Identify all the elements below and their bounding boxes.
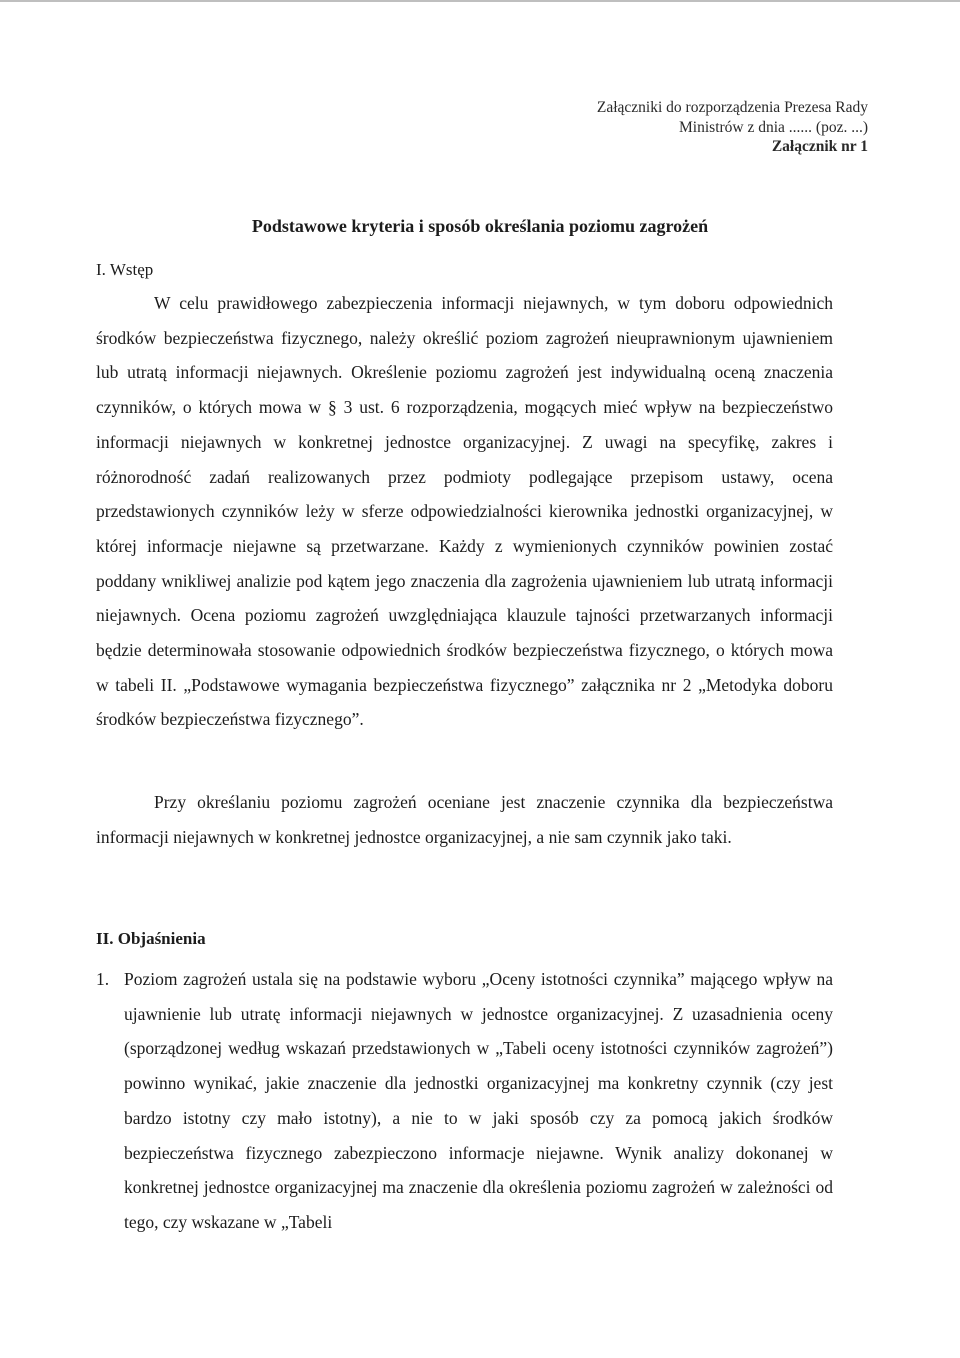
header-line-regulation: Załączniki do rozporządzenia Prezesa Rady — [596, 99, 868, 116]
section-heading-introduction: I. Wstęp — [96, 260, 154, 279]
section-heading-explanations: II. Objaśnienia — [96, 929, 206, 948]
header-line-date: Ministrów z dnia ...... (poz. ...) — [679, 118, 868, 136]
intro-paragraph-2: Przy określaniu poziomu zagrożeń oceniane jest znaczenie czynnika dla bezpieczeństwa informacji niejawnych w konkretnej jednostce organizacyjnej, a nie sam czynnik jako taki. — [96, 792, 833, 847]
page-top-edge — [0, 0, 960, 2]
list-item-text: Poziom zagrożeń ustala się na podstawie wyboru „Oceny istotności czynnika” mającego wpływ na ujawnienie lub utratę informacji niejawnych w jednostce organizacyjnej. Z uzasadnienia oceny (sporządzonej według wskazań przedstawionych w „Tabeli oceny istotności czynników zagrożeń”) powinno wynikać, jakie znaczenie dla jednostki organizacyjnej ma konkretny czynnik (czy jest bardzo istotny czy mało istotny), a nie to w jaki sposób czy za pomocą jakich środków bezpieczeństwa fizycznego zabezpieczono informacje niejawne. Wynik analizy dokonanej w konkretnej jednostce organizacyjnej ma znaczenie dla określenia poziomu zagrożeń w zależności od tego, czy wskazane w „Tabeli — [124, 969, 833, 1232]
list-item-number: 1. — [96, 969, 110, 989]
list-item — [96, 962, 833, 1240]
header-line-attachment-number: Załącznik nr 1 — [771, 138, 868, 155]
document-title: Podstawowe kryteria i sposób określania poziomu zagrożeń — [251, 216, 709, 236]
attachment-header — [597, 98, 868, 157]
intro-paragraph-1: W celu prawidłowego zabezpieczenia informacji niejawnych, w tym doboru odpowiednich środków bezpieczeństwa fizycznego, należy określić poziom zagrożeń nieuprawnionym ujawnieniem lub utratą informacji niejawnych. Określenie poziomu zagrożeń jest indywidualną oceną znaczenia czynników, o których mowa w § 3 ust. 6 rozporządzenia, mogących mieć wpływ na bezpieczeństwo informacji niejawnych w konkretnej jednostce organizacyjnej. Z uwagi na specyfikę, zakres i różnorodność zadań realizowanych przez podmioty podlegające przepisom ustawy, ocena przedstawionych czynników leży w sferze odpowiedzialności kierownika jednostki organizacyjnej, w której informacje niejawne są przetwarzane. Każdy z wymienionych czynników powinien zostać poddany wnikliwej analizie pod kątem jego znaczenia dla zagrożenia ujawnieniem lub utratą informacji niejawnych. Ocena poziomu zagrożeń uwzględniająca klauzule tajności przetwarzanych informacji będzie determinowała stosowanie odpowiednich środków bezpieczeństwa fizycznego, o których mowa w tabeli II. „Podstawowe wymagania bezpieczeństwa fizycznego” załącznika nr 2 „Metodyka doboru środków bezpieczeństwa fizycznego”. — [96, 293, 833, 730]
